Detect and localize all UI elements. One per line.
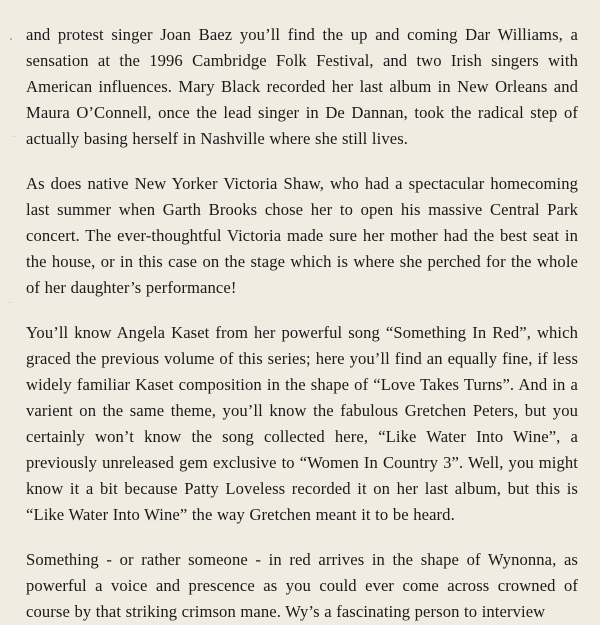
scan-speck-icon — [14, 136, 15, 137]
paragraph: Something - or rather someone - in red arrives in the shape of Wynonna, as powerful a voice and prescence as you could ever come across crowned of course by that striking crimson mane. Wy’s a fascinating person to interview — [26, 550, 578, 621]
paragraph: and protest singer Joan Baez you’ll find the up and coming Dar Williams, a sensation at the 1996 Cambridge Folk Festival, and two Irish singers with American influences. Mary Black recorded her last album in New Orleans and Maura O’Connell, once the lead singer in De Dannan, took the radical step of actually basing herself in Nashville where she still lives. — [26, 25, 578, 148]
paragraph: As does native New Yorker Victoria Shaw, who had a spectacular homecoming last summer when Garth Brooks chose her to open his massive Central Park concert. The ever-thoughtful Victoria made sure her mother had the best seat in the house, or in this case on the stage which is where she perched for the whole of her daughter’s performance! — [26, 174, 578, 297]
scan-speck-icon — [9, 302, 10, 303]
body-text — [26, 22, 578, 625]
scan-speck-icon — [10, 38, 12, 40]
paragraph: You’ll know Angela Kaset from her powerful song “Something In Red”, which graced the previous volume of this series; here you’ll find an equally fine, if less widely familiar Kaset composition in the shape of “Love Takes Turns”. And in a varient on the same theme, you’ll know the fabulous Gretchen Peters, but you certainly won’t know the song collected here, “Like Water Into Wine”, a previously unreleased gem exclusive to “Women In Country 3”. Well, you might know it a bit because Patty Loveless recorded it on her last album, but this is “Like Water Into Wine” the way Gretchen meant it to be heard. — [26, 323, 578, 524]
